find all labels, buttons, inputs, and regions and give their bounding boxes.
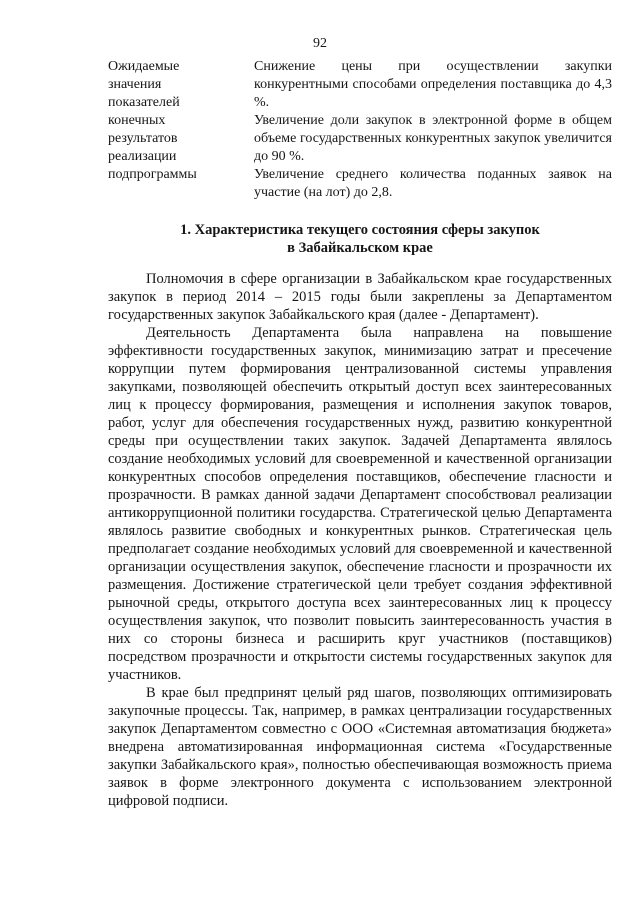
indicators-values [254,58,612,202]
body-text [108,270,612,810]
indicators-label-line: Ожидаемые [108,59,180,74]
page-number: 92 [313,36,327,51]
paragraph: Деятельность Департамента была направлена на повышение эффективности государственных закупок, минимизацию затрат и пресечение коррупции путем формирования централизованной системы управления закупками, позволяющей обеспечить открытый доступ всех заинтересованных лиц к процессу формирования, размещения и исполнения закупок товаров, работ, услуг для обеспечения государственных нужд, развитию конкурентной среды при осуществлении таких закупок. Задачей Департамента являлось создание необходимых условий для своевременной и качественной организации конкурентных способов определения поставщиков, обеспечение гласности и прозрачности. В рамках данной задачи Департамент способствовал реализации антикоррупционной политики государства. Стратегической целью Департамента являлось развитие свободных и конкурентных рынков. Стратегическая цель предполагает создание необходимых условий для своевременной и качественной организации осуществления закупок, обеспечение гласности и прозрачности их размещения. Достижение стратегической цели требует создания эффективной рыночной среды, открытого доступа всех заинтересованных лиц к процессу осуществления закупок, что позволит повысить заинтересованность участия в них со стороны бизнеса и расширить круг участников (поставщиков) посредством прозрачности и открытости системы государственных закупок для участников. [108,325,612,683]
section-heading-line: в Забайкальском крае [287,240,433,256]
section-heading [108,221,612,257]
indicator-item-bid-count: Увеличение среднего количества поданных заявок на участие (на лот) до 2,8. [254,167,612,200]
paragraph: Полномочия в сфере организации в Забайкальском крае государственных закупок в период 2014 – 2015 годы были закреплены за Департаментом государственных закупок Забайкальского края (далее - Департамент). [108,271,612,323]
indicator-item-electronic-share: Увеличение доли закупок в электронной форме в общем объеме государственных конкурентных закупок увеличится до 90 %. [254,113,612,164]
indicator-item-price-reduction: Снижение цены при осуществлении закупки конкурентными способами определения поставщика до 4,3 %. [254,59,612,110]
indicators-label-line: реализации [108,149,177,164]
indicators-label-line: значения [108,77,162,92]
indicators-label-line: результатов [108,131,178,146]
indicators-label-line: конечных [108,113,166,128]
indicators-label [108,58,238,184]
indicators-label-line: подпрограммы [108,167,197,182]
section-heading-line: 1. Характеристика текущего состояния сферы закупок [180,222,540,238]
indicators-label-line: показателей [108,95,180,110]
paragraph: В крае был предпринят целый ряд шагов, позволяющих оптимизировать закупочные процессы. Так, например, в рамках централизации государственных закупок Департаментом совместно с ООО «Системная автоматизация бюджета» внедрена автоматизированная информационная система «Государственные закупки Забайкальского края», полностью обеспечивающая возможность приема заявок в форме электронного документа с использованием электронной цифровой подписи. [108,685,612,809]
